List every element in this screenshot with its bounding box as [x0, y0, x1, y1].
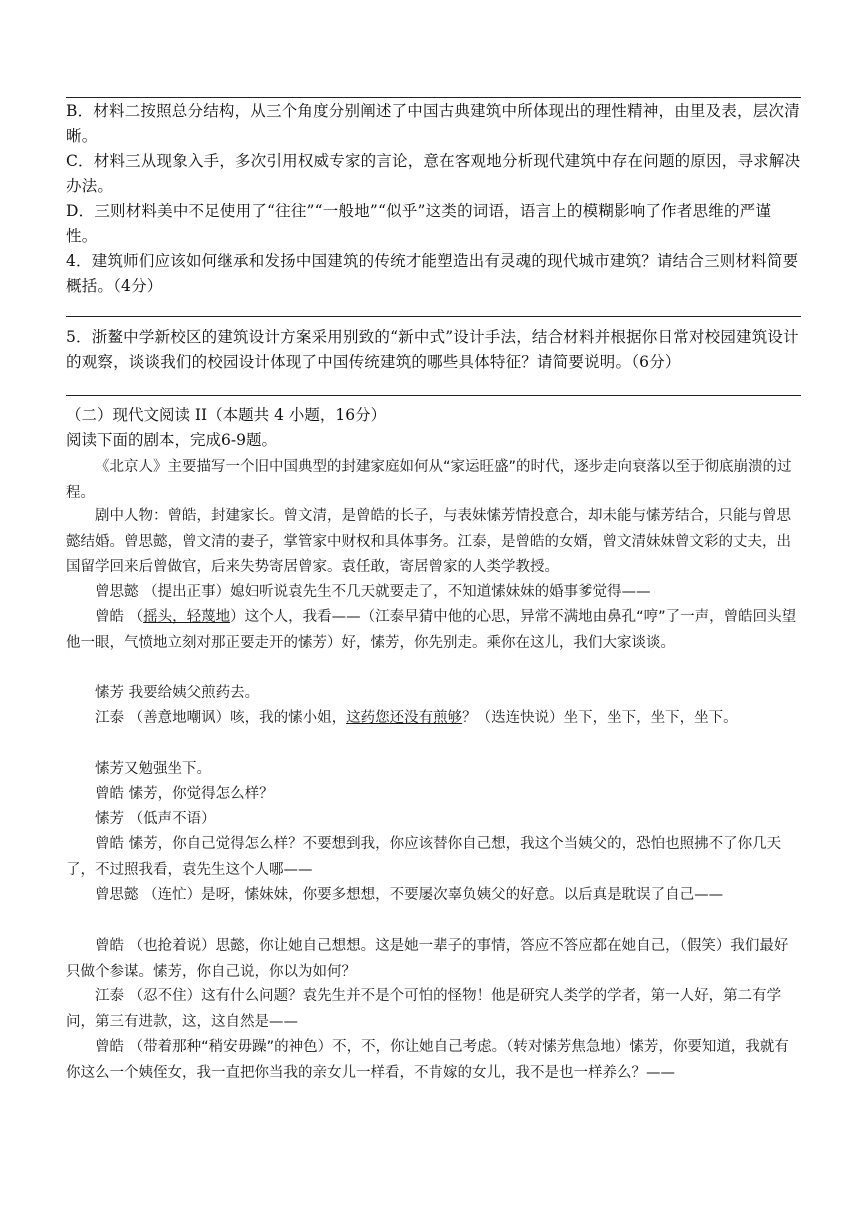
dialogue-line: 江泰 （善意地嘲讽）咳，我的愫小姐，这药您还没有煎够？（迭连快说）坐下，坐下，坐下，坐下。 [95, 710, 738, 726]
answer-line-q4 [66, 316, 801, 317]
dialogue-line: 江泰 （忍不住）这有什么问题？袁先生并不是个可怕的怪物！他是研究人类学的学者，第一人好，第二有学问，第三有进款，这，这自然是—— [66, 988, 782, 1030]
underlined-phrase: 这药您还没有煎够 [346, 710, 463, 726]
dialogue-line: 曾皓 愫芳，你自己觉得怎么样？不要想到我，你应该替你自己想，我这个当姨父的，恐怕也照拂不了你几天了，不过照我看，袁先生这个人哪—— [66, 836, 782, 878]
divider-top [66, 97, 801, 98]
stage-direction: 愫芳又勉强坐下。 [95, 761, 211, 777]
play-cast: 剧中人物：曾皓，封建家长。曾文清，是曾皓的长子，与表妹愫芳情投意合，却未能与愫芳结合，只能与曾思懿结婚。曾思懿，曾文清的妻子，掌管家中财权和具体事务。江泰，是曾皓的女婿，曾文清妹妹曾文彩的丈夫，出国留学回来后曾做官，后来失势寄居曾家。袁任敢，寄居曾家的人类学教授。 [66, 508, 791, 575]
section-title: （二）现代文阅读 II（本题共 4 小题，16分） [66, 406, 387, 424]
option-c: C．材料三从现象入手，多次引用权威专家的言论，意在客观地分析现代建筑中存在问题的原因，寻求解决办法。 [66, 152, 801, 195]
question-4: 4．建筑师们应该如何继承和发扬中国建筑的传统才能塑造出有灵魂的现代城市建筑？请结合三则材料简要概括。（4分） [66, 252, 799, 295]
underlined-phrase: 摇头，轻蔑地 [143, 609, 231, 625]
question-5: 5．浙鳌中学新校区的建筑设计方案采用别致的“新中式”设计手法，结合材料并根据你日常对校园建筑设计的观察，谈谈我们的校园设计体现了中国传统建筑的哪些具体特征？请简要说明。（6分） [66, 328, 799, 371]
dialogue-line: 曾皓 （摇头，轻蔑地）这个人，我看——（江泰早猜中他的心思，异常不满地由鼻孔“哼”了一声，曾皓回头望他一眼，气愤地立刻对那正要走开的愫芳）好，愫芳，你先别走。乘你在这儿，我们大家谈谈。 [66, 609, 797, 651]
dialogue-line: 曾思懿 （提出正事）媳妇听说袁先生不几天就要走了，不知道愫妹妹的婚事爹觉得—— [95, 584, 651, 600]
dialogue-line: 曾思懿 （连忙）是呀，愫妹妹，你要多想想，不要屡次辜负姨父的好意。以后真是耽误了自己—— [95, 887, 724, 903]
option-b: B．材料二按照总分结构，从三个角度分别阐述了中国古典建筑中所体现出的理性精神，由里及表，层次清晰。 [66, 102, 800, 145]
dialogue-line: 愫芳 我要给姨父煎药去。 [95, 685, 260, 701]
dialogue-line: 曾皓 （也抢着说）思懿，你让她自己想想。这是她一辈子的事情，答应不答应都在她自己，（假笑）我们最好只做个参谋。愫芳，你自己说，你以为如何？ [66, 938, 789, 980]
option-d: D．三则材料美中不足使用了“往往”“一般地”“似乎”这类的词语，语言上的模糊影响了作者思维的严谨性。 [66, 202, 772, 245]
section-instruction: 阅读下面的剧本，完成6-9题。 [66, 431, 277, 449]
dialogue-line: 曾皓 愫芳，你觉得怎么样？ [95, 786, 274, 802]
answer-line-q5 [66, 395, 801, 396]
dialogue-line: 曾皓 （带着那种“稍安毋躁”的神色）不，不，你让她自己考虑。（转对愫芳焦急地）愫芳，你要知道，我就有你这么一个姨侄女，我一直把你当我的亲女儿一样看，不肯嫁的女儿，我不是也一样养么？—— [66, 1039, 789, 1081]
play-intro: 《北京人》主要描写一个旧中国典型的封建家庭如何从“家运旺盛”的时代，逐步走向衰落以至于彻底崩溃的过程。 [66, 459, 792, 501]
dialogue-line: 愫芳 （低声不语） [95, 811, 216, 827]
